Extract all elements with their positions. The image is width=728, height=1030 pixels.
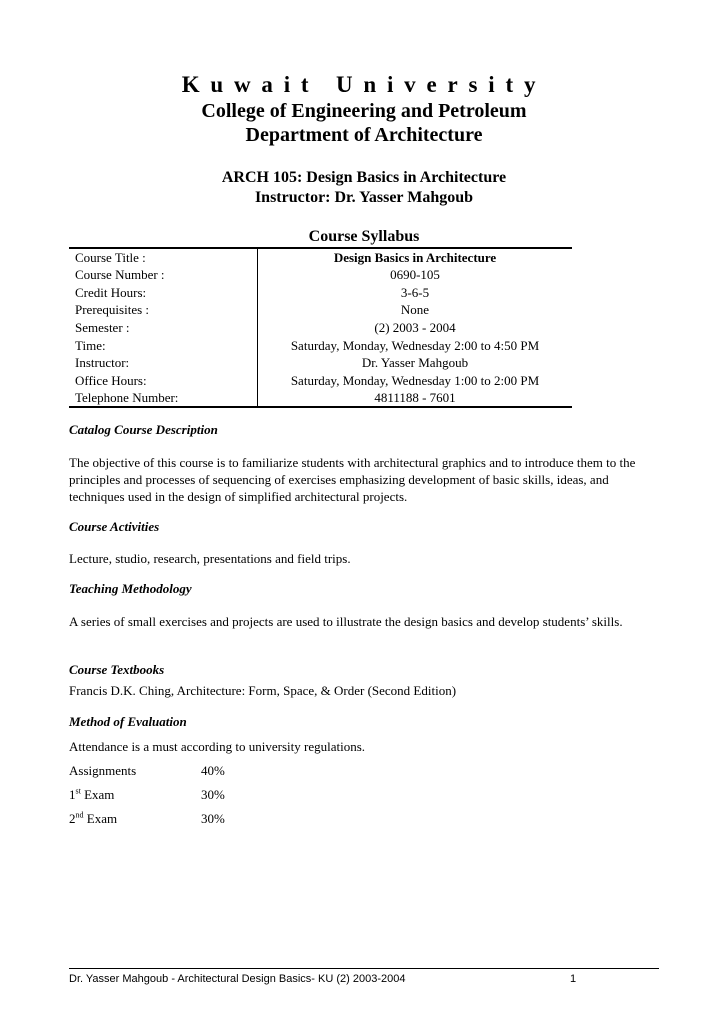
table-row <box>69 284 572 302</box>
page-number: 1 <box>570 973 577 985</box>
course-code-title: ARCH 105: Design Basics in Architecture <box>221 169 507 186</box>
table-row <box>69 372 572 390</box>
teaching-methodology-heading: Teaching Methodology <box>69 581 192 596</box>
catalog-description-text: The objective of this course is to familiarize students with architectural graphics and to introduce them to the principles and processes of sequencing of exercises emphasizing development of basic skills, ideas, and techniques used in the design of simplified architectural projects. <box>69 455 636 504</box>
row-value: 3-6-5 <box>258 284 573 302</box>
evaluation-item-name: 2nd Exam <box>69 810 118 826</box>
row-label: Credit Hours: <box>75 284 147 300</box>
footer-text: Dr. Yasser Mahgoub - Architectural Design Basics- KU (2) 2003-2004 <box>69 973 406 985</box>
row-label: Semester : <box>75 320 130 336</box>
evaluation-row-exam-1 <box>69 787 225 803</box>
row-label: Telephone Number: <box>69 389 258 407</box>
row-value: (2) 2003 - 2004 <box>258 319 573 337</box>
teaching-methodology-text: A series of small exercises and projects are used to illustrate the design basics and develop students’ skills. <box>69 614 623 629</box>
evaluation-item-percent: 30% <box>201 811 225 826</box>
department-name: Department of Architecture <box>245 124 483 146</box>
syllabus-title: Course Syllabus <box>308 228 420 245</box>
row-value: 0690-105 <box>258 266 573 284</box>
evaluation-row-exam-2 <box>69 811 225 827</box>
table-row <box>69 336 572 354</box>
row-value: 4811188 - 7601 <box>258 389 573 407</box>
row-label: Course Number : <box>75 267 165 283</box>
table-row <box>69 301 572 319</box>
row-value: Saturday, Monday, Wednesday 1:00 to 2:00 PM <box>258 372 573 390</box>
evaluation-item-name: 1st Exam <box>69 786 115 802</box>
evaluation-item-percent: 40% <box>201 763 225 778</box>
course-textbooks-heading: Course Textbooks <box>69 662 165 677</box>
row-value: Saturday, Monday, Wednesday 2:00 to 4:50 PM <box>258 336 573 354</box>
table-row <box>69 266 572 284</box>
instructor-heading: Instructor: Dr. Yasser Mahgoub <box>254 189 474 206</box>
row-value: Dr. Yasser Mahgoub <box>258 354 573 372</box>
table-row <box>69 389 572 407</box>
course-info-table <box>69 247 572 408</box>
row-value: None <box>258 301 573 319</box>
evaluation-heading: Method of Evaluation <box>69 714 187 729</box>
evaluation-item-percent: 30% <box>201 787 225 802</box>
row-value: Design Basics in Architecture <box>258 248 573 266</box>
row-label: Prerequisites : <box>75 302 150 318</box>
university-title: Kuwait University <box>181 72 547 97</box>
course-activities-text: Lecture, studio, research, presentations and field trips. <box>69 551 351 566</box>
evaluation-row-assignments <box>69 763 225 779</box>
evaluation-text: Attendance is a must according to university regulations. <box>69 739 366 754</box>
row-label: Course Title : <box>69 248 258 266</box>
row-label: Office Hours: <box>75 372 147 388</box>
row-label: Instructor: <box>75 355 130 371</box>
course-activities-heading: Course Activities <box>69 519 160 534</box>
table-row <box>69 319 572 337</box>
evaluation-item-name: Assignments <box>69 763 137 778</box>
course-textbooks-text: Francis D.K. Ching, Architecture: Form, Space, & Order (Second Edition) <box>69 683 457 698</box>
table-row <box>69 354 572 372</box>
footer-divider <box>69 968 659 969</box>
college-name: College of Engineering and Petroleum <box>201 100 527 122</box>
row-label: Time: <box>75 337 106 353</box>
table-row <box>69 248 572 266</box>
catalog-description-heading: Catalog Course Description <box>69 422 218 437</box>
